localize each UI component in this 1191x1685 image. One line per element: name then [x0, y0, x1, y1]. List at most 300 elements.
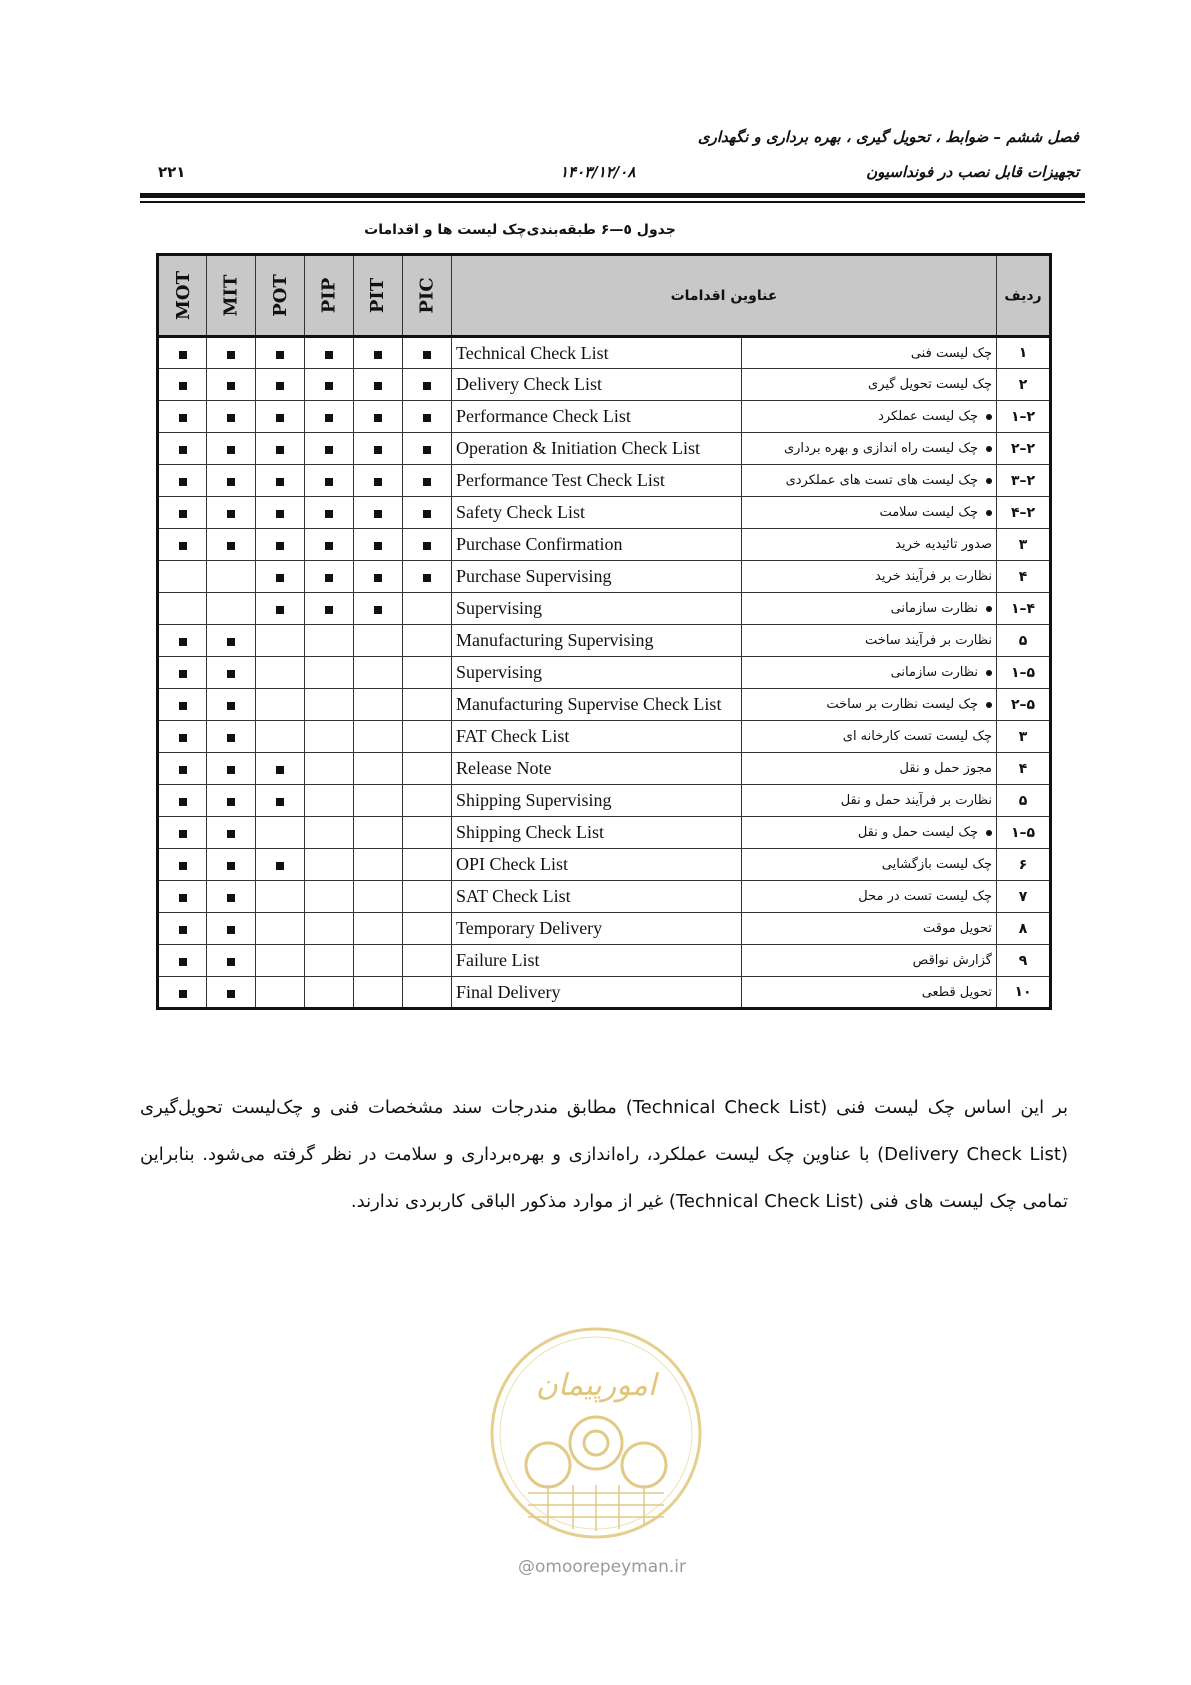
checkmark-square-icon — [179, 766, 187, 774]
row-number: ۱۰ — [997, 977, 1051, 1009]
action-title-english: Release Note — [452, 753, 742, 785]
omoorepeyman-logo-watermark — [488, 1325, 704, 1541]
mark-cell-pot — [256, 977, 305, 1009]
mark-cell-pit — [354, 625, 403, 657]
bullet-icon — [986, 606, 992, 612]
action-title-persian — [742, 401, 997, 433]
checkmark-square-icon — [179, 638, 187, 646]
mark-cell-pic — [403, 657, 452, 689]
mark-cell-pit — [354, 849, 403, 881]
checkmark-square-icon — [325, 542, 333, 550]
mark-cell-pot — [256, 849, 305, 881]
checkmark-square-icon — [227, 638, 235, 646]
checkmark-square-icon — [276, 414, 284, 422]
mark-cell-pip — [305, 753, 354, 785]
checkmark-square-icon — [179, 990, 187, 998]
action-title-persian-text: چک لیست حمل و نقل — [857, 825, 978, 840]
checkmark-square-icon — [374, 414, 382, 422]
action-title-english: Performance Check List — [452, 401, 742, 433]
checkmark-square-icon — [227, 351, 235, 359]
mark-cell-mit — [207, 849, 256, 881]
checkmark-square-icon — [276, 606, 284, 614]
checkmark-square-icon — [227, 670, 235, 678]
action-title-english: Supervising — [452, 657, 742, 689]
mark-cell-mit — [207, 593, 256, 625]
mark-cell-pip — [305, 625, 354, 657]
mark-cell-pit — [354, 529, 403, 561]
mark-cell-mit — [207, 785, 256, 817]
mark-cell-pot — [256, 433, 305, 465]
mark-cell-pic — [403, 401, 452, 433]
header-chapter: فصل ششم – ضوابط ، تحویل گیری ، بهره برداری و نگهداری — [697, 128, 1079, 146]
mark-cell-pit — [354, 401, 403, 433]
action-title-persian-text: گزارش نواقص — [912, 953, 992, 968]
mark-cell-mit — [207, 721, 256, 753]
checkmark-square-icon — [276, 478, 284, 486]
checkmark-square-icon — [227, 862, 235, 870]
table-row — [158, 817, 1051, 849]
mark-cell-mot — [158, 881, 207, 913]
table-row — [158, 529, 1051, 561]
row-number: ۲–۲ — [997, 433, 1051, 465]
checkmark-square-icon — [227, 766, 235, 774]
checklist-table — [156, 253, 1052, 1010]
col-header-actions: عناوین اقدامات — [452, 255, 997, 337]
mark-cell-pot — [256, 529, 305, 561]
checkmark-square-icon — [374, 510, 382, 518]
watermark-site: @omoorepeyman.ir — [517, 1557, 687, 1577]
mark-cell-pic — [403, 753, 452, 785]
action-title-persian — [742, 593, 997, 625]
action-title-persian — [742, 849, 997, 881]
col-header-row-number: ردیف — [997, 255, 1051, 337]
table-row — [158, 849, 1051, 881]
mark-cell-mit — [207, 689, 256, 721]
table-row — [158, 497, 1051, 529]
action-title-english: Final Delivery — [452, 977, 742, 1009]
checkmark-square-icon — [227, 958, 235, 966]
mark-cell-pic — [403, 785, 452, 817]
checkmark-square-icon — [276, 510, 284, 518]
bullet-icon — [986, 510, 992, 516]
action-title-english: Performance Test Check List — [452, 465, 742, 497]
row-number: ۵ — [997, 785, 1051, 817]
mark-cell-mot — [158, 433, 207, 465]
action-title-persian-text: نظارت سازمانی — [890, 665, 978, 680]
mark-cell-pot — [256, 369, 305, 401]
mark-cell-pit — [354, 433, 403, 465]
checkmark-square-icon — [179, 958, 187, 966]
checkmark-square-icon — [227, 926, 235, 934]
action-title-english: Manufacturing Supervise Check List — [452, 689, 742, 721]
checkmark-square-icon — [374, 446, 382, 454]
mark-cell-pot — [256, 593, 305, 625]
checkmark-square-icon — [179, 926, 187, 934]
action-title-persian-text: چک لیست عملکرد — [878, 409, 978, 424]
checkmark-square-icon — [374, 351, 382, 359]
mark-cell-pit — [354, 497, 403, 529]
action-title-persian-text: نظارت بر فرآیند حمل و نقل — [840, 793, 992, 808]
mark-cell-pip — [305, 945, 354, 977]
action-title-english: FAT Check List — [452, 721, 742, 753]
checkmark-square-icon — [179, 734, 187, 742]
mark-cell-pot — [256, 561, 305, 593]
checkmark-square-icon — [325, 351, 333, 359]
action-title-persian — [742, 721, 997, 753]
mark-cell-mot — [158, 401, 207, 433]
mark-cell-pit — [354, 369, 403, 401]
table-row — [158, 881, 1051, 913]
action-title-persian — [742, 977, 997, 1009]
mark-cell-pot — [256, 913, 305, 945]
checkmark-square-icon — [227, 894, 235, 902]
checkmark-square-icon — [423, 414, 431, 422]
mark-cell-pip — [305, 785, 354, 817]
mark-cell-pip — [305, 529, 354, 561]
action-title-persian — [742, 561, 997, 593]
mark-cell-pic — [403, 913, 452, 945]
action-title-persian-text: صدور تائیدیه خرید — [895, 537, 992, 552]
row-number: ۴–۱ — [997, 593, 1051, 625]
checkmark-square-icon — [227, 382, 235, 390]
action-title-persian-text: چک لیست بازگشایی — [881, 857, 992, 872]
mark-cell-pip — [305, 689, 354, 721]
table-row — [158, 337, 1051, 369]
checkmark-square-icon — [276, 446, 284, 454]
checkmark-square-icon — [276, 542, 284, 550]
mark-cell-pip — [305, 817, 354, 849]
checkmark-square-icon — [179, 830, 187, 838]
mark-cell-pip — [305, 337, 354, 369]
table-row — [158, 401, 1051, 433]
mark-cell-pot — [256, 817, 305, 849]
checkmark-square-icon — [276, 574, 284, 582]
paragraph-text: بر این اساس چک لیست فنی (Technical Check List) مطابق مندرجات سند مشخصات فنی و چک‌لیست تحویل‌گیری (Delivery Check List) با عناوین چک لیست عملکرد، راه‌اندازی و بهره‌برداری و سلامت در نظر گرفته می‌شود. بنابراین تمامی چک لیست های فنی (Technical Check List) غیر از موارد مذکور الباقی کاربردی ندارند. — [140, 1097, 1068, 1212]
checkmark-square-icon — [179, 351, 187, 359]
mark-cell-mit — [207, 497, 256, 529]
mark-cell-pic — [403, 433, 452, 465]
mark-cell-mot — [158, 977, 207, 1009]
mark-cell-pip — [305, 657, 354, 689]
mark-cell-pit — [354, 657, 403, 689]
checkmark-square-icon — [423, 478, 431, 486]
action-title-english: OPI Check List — [452, 849, 742, 881]
mark-cell-pic — [403, 945, 452, 977]
table-row — [158, 369, 1051, 401]
row-number: ۴ — [997, 561, 1051, 593]
action-title-english: Supervising — [452, 593, 742, 625]
mark-cell-mit — [207, 465, 256, 497]
row-number: ۵ — [997, 625, 1051, 657]
checkmark-square-icon — [423, 574, 431, 582]
row-number: ۲–۳ — [997, 465, 1051, 497]
row-number: ۳ — [997, 529, 1051, 561]
action-title-persian — [742, 369, 997, 401]
table-row — [158, 785, 1051, 817]
checkmark-square-icon — [276, 351, 284, 359]
action-title-persian — [742, 497, 997, 529]
checkmark-square-icon — [423, 351, 431, 359]
table-row — [158, 753, 1051, 785]
col-header-pit: PIT — [354, 255, 403, 337]
checkmark-square-icon — [179, 382, 187, 390]
mark-cell-pit — [354, 465, 403, 497]
checkmark-square-icon — [374, 574, 382, 582]
mark-cell-pot — [256, 881, 305, 913]
checkmark-square-icon — [179, 862, 187, 870]
mark-cell-pit — [354, 593, 403, 625]
mark-cell-pic — [403, 497, 452, 529]
bullet-icon — [986, 478, 992, 484]
mark-cell-pip — [305, 369, 354, 401]
row-number: ۲–۴ — [997, 497, 1051, 529]
mark-cell-mot — [158, 785, 207, 817]
checkmark-square-icon — [325, 606, 333, 614]
mark-cell-mit — [207, 625, 256, 657]
mark-cell-pic — [403, 369, 452, 401]
mark-cell-pip — [305, 401, 354, 433]
mark-cell-mot — [158, 369, 207, 401]
action-title-persian — [742, 689, 997, 721]
mark-cell-mit — [207, 657, 256, 689]
action-title-english: Shipping Supervising — [452, 785, 742, 817]
table-row — [158, 977, 1051, 1009]
table-row — [158, 945, 1051, 977]
checkmark-square-icon — [227, 798, 235, 806]
checkmark-square-icon — [227, 734, 235, 742]
action-title-english: Delivery Check List — [452, 369, 742, 401]
mark-cell-pic — [403, 593, 452, 625]
row-number: ۶ — [997, 849, 1051, 881]
mark-cell-mit — [207, 369, 256, 401]
bullet-icon — [986, 414, 992, 420]
checkmark-square-icon — [325, 510, 333, 518]
row-number: ۷ — [997, 881, 1051, 913]
checkmark-square-icon — [179, 478, 187, 486]
mark-cell-mit — [207, 977, 256, 1009]
checkmark-square-icon — [325, 414, 333, 422]
checkmark-square-icon — [227, 830, 235, 838]
mark-cell-pot — [256, 689, 305, 721]
row-number: ۳ — [997, 721, 1051, 753]
table-caption: جدول ٥—۶ طبقه‌بندی‌چک لیست ها و اقدامات — [364, 222, 676, 238]
header-rule-thick — [140, 193, 1085, 198]
mark-cell-pot — [256, 401, 305, 433]
mark-cell-pot — [256, 625, 305, 657]
mark-cell-pic — [403, 625, 452, 657]
mark-cell-pip — [305, 497, 354, 529]
action-title-persian-text: چک لیست های تست های عملکردی — [785, 473, 978, 488]
action-title-english: Purchase Supervising — [452, 561, 742, 593]
action-title-persian-text: نظارت بر فرآیند خرید — [875, 569, 992, 584]
row-number: ۱ — [997, 337, 1051, 369]
checkmark-square-icon — [227, 414, 235, 422]
mark-cell-pic — [403, 561, 452, 593]
mark-cell-mot — [158, 561, 207, 593]
action-title-persian — [742, 465, 997, 497]
mark-cell-mot — [158, 689, 207, 721]
action-title-persian-text: چک لیست راه اندازی و بهره برداری — [783, 441, 978, 456]
mark-cell-pot — [256, 945, 305, 977]
action-title-english: Safety Check List — [452, 497, 742, 529]
checkmark-square-icon — [423, 446, 431, 454]
checkmark-square-icon — [179, 670, 187, 678]
checkmark-square-icon — [227, 542, 235, 550]
checkmark-square-icon — [179, 798, 187, 806]
action-title-persian-text: تحویل موقت — [923, 921, 992, 936]
action-title-persian-text: چک لیست سلامت — [879, 505, 978, 520]
action-title-persian-text: تحویل قطعی — [921, 984, 992, 1000]
mark-cell-pit — [354, 817, 403, 849]
action-title-english: Purchase Confirmation — [452, 529, 742, 561]
action-title-persian — [742, 913, 997, 945]
table-row — [158, 913, 1051, 945]
mark-cell-mot — [158, 625, 207, 657]
checkmark-square-icon — [374, 478, 382, 486]
mark-cell-mot — [158, 817, 207, 849]
mark-cell-mit — [207, 433, 256, 465]
mark-cell-mot — [158, 497, 207, 529]
action-title-persian — [742, 817, 997, 849]
mark-cell-pit — [354, 337, 403, 369]
action-title-persian-text: چک لیست تحویل گیری — [868, 377, 992, 392]
checkmark-square-icon — [276, 862, 284, 870]
mark-cell-pic — [403, 337, 452, 369]
mark-cell-pic — [403, 881, 452, 913]
mark-cell-pit — [354, 561, 403, 593]
bullet-icon — [986, 446, 992, 452]
mark-cell-mit — [207, 945, 256, 977]
mark-cell-pit — [354, 753, 403, 785]
action-title-persian — [742, 433, 997, 465]
bullet-icon — [986, 702, 992, 708]
table-row — [158, 465, 1051, 497]
mark-cell-mot — [158, 529, 207, 561]
mark-cell-pic — [403, 689, 452, 721]
col-header-mit: MIT — [207, 255, 256, 337]
mark-cell-pip — [305, 433, 354, 465]
mark-cell-pip — [305, 721, 354, 753]
action-title-english: Failure List — [452, 945, 742, 977]
mark-cell-mit — [207, 561, 256, 593]
mark-cell-mot — [158, 945, 207, 977]
checkmark-square-icon — [276, 766, 284, 774]
bullet-icon — [986, 830, 992, 836]
mark-cell-pot — [256, 721, 305, 753]
mark-cell-pot — [256, 465, 305, 497]
header-date: ۱۴۰۳/۱۲/۰۸ — [560, 163, 636, 181]
action-title-english: Technical Check List — [452, 337, 742, 369]
mark-cell-mot — [158, 849, 207, 881]
table-row — [158, 657, 1051, 689]
action-title-persian — [742, 945, 997, 977]
mark-cell-mot — [158, 593, 207, 625]
action-title-persian — [742, 753, 997, 785]
mark-cell-mot — [158, 753, 207, 785]
checkmark-square-icon — [179, 510, 187, 518]
action-title-persian — [742, 625, 997, 657]
checkmark-square-icon — [179, 702, 187, 710]
mark-cell-pic — [403, 817, 452, 849]
mark-cell-pit — [354, 689, 403, 721]
col-header-pot: POT — [256, 255, 305, 337]
mark-cell-pot — [256, 337, 305, 369]
mark-cell-mot — [158, 721, 207, 753]
mark-cell-pip — [305, 977, 354, 1009]
mark-cell-pip — [305, 593, 354, 625]
row-number: ۸ — [997, 913, 1051, 945]
mark-cell-pit — [354, 977, 403, 1009]
checkmark-square-icon — [423, 542, 431, 550]
mark-cell-mit — [207, 529, 256, 561]
table-row — [158, 625, 1051, 657]
row-number: ۴ — [997, 753, 1051, 785]
action-title-persian-text: چک لیست فنی — [910, 345, 992, 361]
mark-cell-pip — [305, 849, 354, 881]
action-title-persian-text: نظارت سازمانی — [890, 601, 978, 616]
mark-cell-mit — [207, 817, 256, 849]
mark-cell-pot — [256, 497, 305, 529]
checkmark-square-icon — [227, 478, 235, 486]
mark-cell-mit — [207, 753, 256, 785]
col-header-pic: PIC — [403, 255, 452, 337]
mark-cell-mit — [207, 881, 256, 913]
mark-cell-pit — [354, 913, 403, 945]
row-number: ۲ — [997, 369, 1051, 401]
action-title-persian-text: چک لیست تست در محل — [858, 889, 992, 904]
table-row — [158, 593, 1051, 625]
header-section: تجهیزات قابل نصب در فونداسیون — [866, 163, 1079, 181]
mark-cell-pic — [403, 465, 452, 497]
mark-cell-pic — [403, 849, 452, 881]
checkmark-square-icon — [374, 606, 382, 614]
mark-cell-pip — [305, 881, 354, 913]
mark-cell-pit — [354, 785, 403, 817]
action-title-english: Manufacturing Supervising — [452, 625, 742, 657]
action-title-english: Operation & Initiation Check List — [452, 433, 742, 465]
action-title-persian — [742, 785, 997, 817]
action-title-persian — [742, 529, 997, 561]
mark-cell-pot — [256, 657, 305, 689]
checkmark-square-icon — [276, 798, 284, 806]
header-rule-thin — [140, 201, 1085, 203]
action-title-persian — [742, 657, 997, 689]
row-number: ۵–۱ — [997, 657, 1051, 689]
action-title-persian-text: چک لیست تست کارخانه ای — [842, 729, 992, 744]
row-number: ۵–۱ — [997, 817, 1051, 849]
checkmark-square-icon — [179, 446, 187, 454]
col-header-mot: MOT — [158, 255, 207, 337]
checkmark-square-icon — [325, 478, 333, 486]
checkmark-square-icon — [423, 510, 431, 518]
col-header-pip: PIP — [305, 255, 354, 337]
row-number: ۹ — [997, 945, 1051, 977]
mark-cell-mit — [207, 913, 256, 945]
row-number: ۲–۱ — [997, 401, 1051, 433]
checkmark-square-icon — [227, 990, 235, 998]
table-row — [158, 561, 1051, 593]
mark-cell-pip — [305, 465, 354, 497]
mark-cell-mit — [207, 401, 256, 433]
mark-cell-mot — [158, 337, 207, 369]
logo-text: امورپیمان — [535, 1368, 657, 1403]
table-header-row — [158, 255, 1051, 337]
mark-cell-pot — [256, 785, 305, 817]
mark-cell-mot — [158, 913, 207, 945]
checkmark-square-icon — [276, 382, 284, 390]
bullet-icon — [986, 670, 992, 676]
checkmark-square-icon — [325, 382, 333, 390]
